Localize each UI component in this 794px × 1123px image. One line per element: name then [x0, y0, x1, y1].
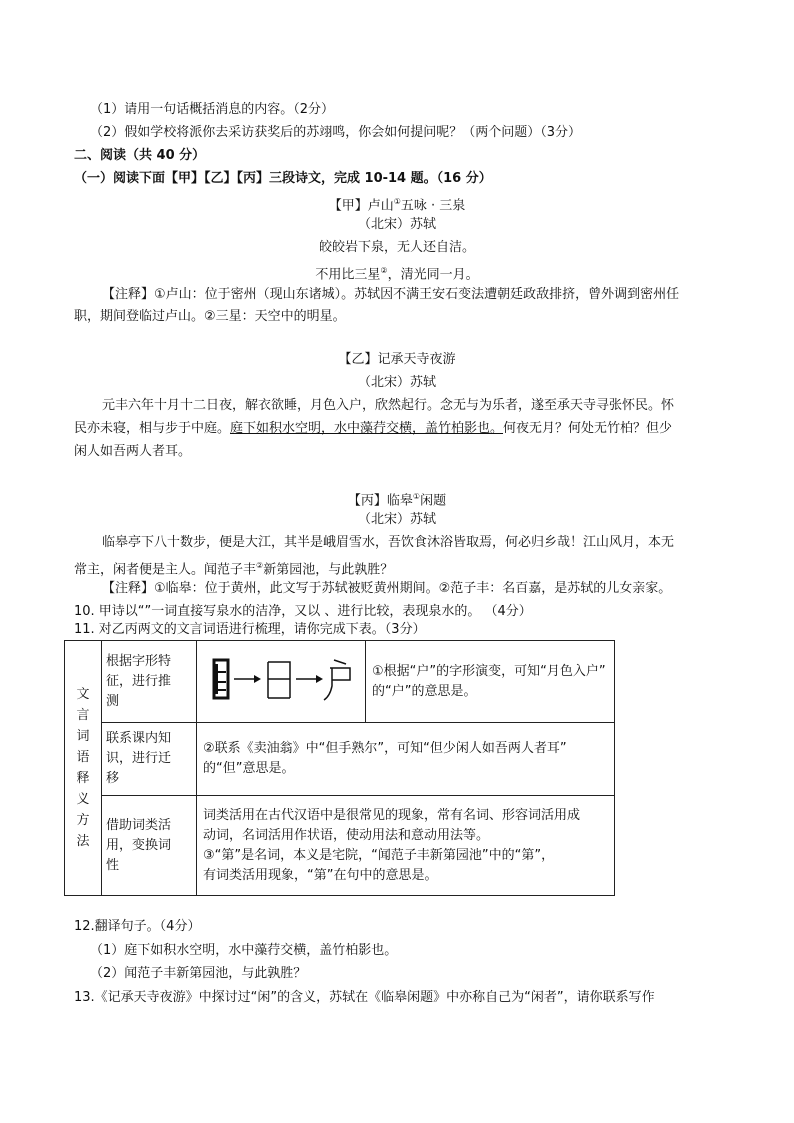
jia-author: （北宋）苏轼 — [357, 217, 436, 232]
question-12: 12.翻译句子。（4分） — [74, 919, 201, 934]
glyph-evolution-image — [197, 641, 366, 723]
vertical-label: 文 言 词 语 释 义 方 法 — [65, 641, 102, 896]
question-12-2: （2）闻范子丰新第园池，与此孰胜？ — [90, 966, 307, 981]
question-10: 10. 甲诗以“”一词直接写泉水的洁净，又以 、进行比较，表现泉水的。 （4分） — [74, 604, 532, 619]
question-12-1: （1）庭下如积水空明，水中藻荇交横，盖竹柏影也。 — [90, 943, 398, 958]
subsection-title: （一）阅读下面【甲】【乙】【丙】三段诗文，完成 10-14 题。（16 分） — [74, 171, 492, 186]
method-glyph-evolution: 根据字形特 征，进行推 测 — [102, 641, 197, 723]
yi-text-line-3: 闲人如吾两人者耳。 — [74, 444, 192, 459]
section-title: 二、阅读（共 40 分） — [74, 148, 206, 163]
question-11: 11. 对乙丙两文的文言词语进行梳理，请你完成下表。（3分） — [74, 622, 426, 637]
method-word-class: 借助词类活 用，变换词 性 — [102, 796, 197, 896]
bing-text-line-1: 临皋亭下八十数步，便是大江，其半是峨眉雪水，吾饮食沐浴皆取焉，何必归乡哉！江山风月，本无 — [102, 535, 675, 550]
question-2: （2）假如学校将派你去采访获奖后的苏翊鸣，你会如何提问呢？（两个问题）（3分） — [90, 125, 582, 140]
jia-title: 【甲】卢山①五咏 · 三泉 — [328, 197, 466, 214]
row2-text: ②联系《卖油翁》中“但手熟尔”，可知“但少闲人如吾两人者耳” 的“但”意思是。 — [197, 723, 615, 796]
jia-poem-line-1: 皎皎岩下泉，无人还自洁。 — [318, 240, 475, 255]
row3-text: 词类活用在古代汉语中是很常见的现象，常有名词、形容词活用成 动词，名词活用作状语，使动用法和意动用法等。 ③“第”是名词，本义是宅院，“闻范子丰新第园池”中的“第”， 有词类活用现象，“第”在句中的意思是。 — [197, 796, 615, 896]
question-13: 13.《记承天寺夜游》中探讨过“闲”的含义，苏轼在《临皋闲题》中亦称自己为“闲者”，请你联系写作 — [74, 990, 655, 1005]
yi-text-line-2: 民亦未寝，相与步于中庭。庭下如积水空明，水中藻荇交横，盖竹柏影也。何夜无月？何处无竹柏？但少 — [74, 421, 673, 436]
hu-glyph-evolution-icon — [198, 642, 364, 714]
bing-author: （北宋）苏轼 — [357, 512, 436, 527]
underlined-sentence: 庭下如积水空明，水中藻荇交横，盖竹柏影也。 — [230, 421, 504, 436]
row1-text: ①根据“户”的字形演变，可知“月色入户” 的“户”的意思是。 — [366, 641, 615, 723]
jia-note-line-1: 【注释】①卢山：位于密州（现山东诸城）。苏轼因不满王安石变法遭朝廷政敌排挤，曾外调到密州任 — [102, 287, 680, 302]
jia-poem-line-2: 不用比三星②，清光同一月。 — [315, 266, 479, 283]
yi-text-line-1: 元丰六年十月十二日夜，解衣欲睡，月色入户，欣然起行。念无与为乐者，遂至承天寺寻张怀民。怀 — [102, 398, 675, 413]
question-1: （1）请用一句话概括消息的内容。（2分） — [90, 102, 335, 117]
yi-title: 【乙】记承天寺夜游 — [338, 352, 456, 367]
bing-text-line-2: 常主，闲者便是主人。闻范子丰②新第园池，与此孰胜？ — [74, 561, 394, 578]
jia-note-line-2: 职，期间登临过卢山。②三星：天空中的明星。 — [74, 309, 346, 324]
method-table — [64, 640, 615, 896]
bing-note: 【注释】①临皋：位于黄州，此文写于苏轼被贬黄州期间。②范子丰：名百嘉，是苏轼的儿女亲家。 — [102, 581, 672, 596]
method-course-knowledge: 联系课内知 识，进行迁 移 — [102, 723, 197, 796]
yi-author: （北宋）苏轼 — [357, 375, 436, 390]
bing-title: 【丙】临皋①闲题 — [347, 492, 447, 509]
